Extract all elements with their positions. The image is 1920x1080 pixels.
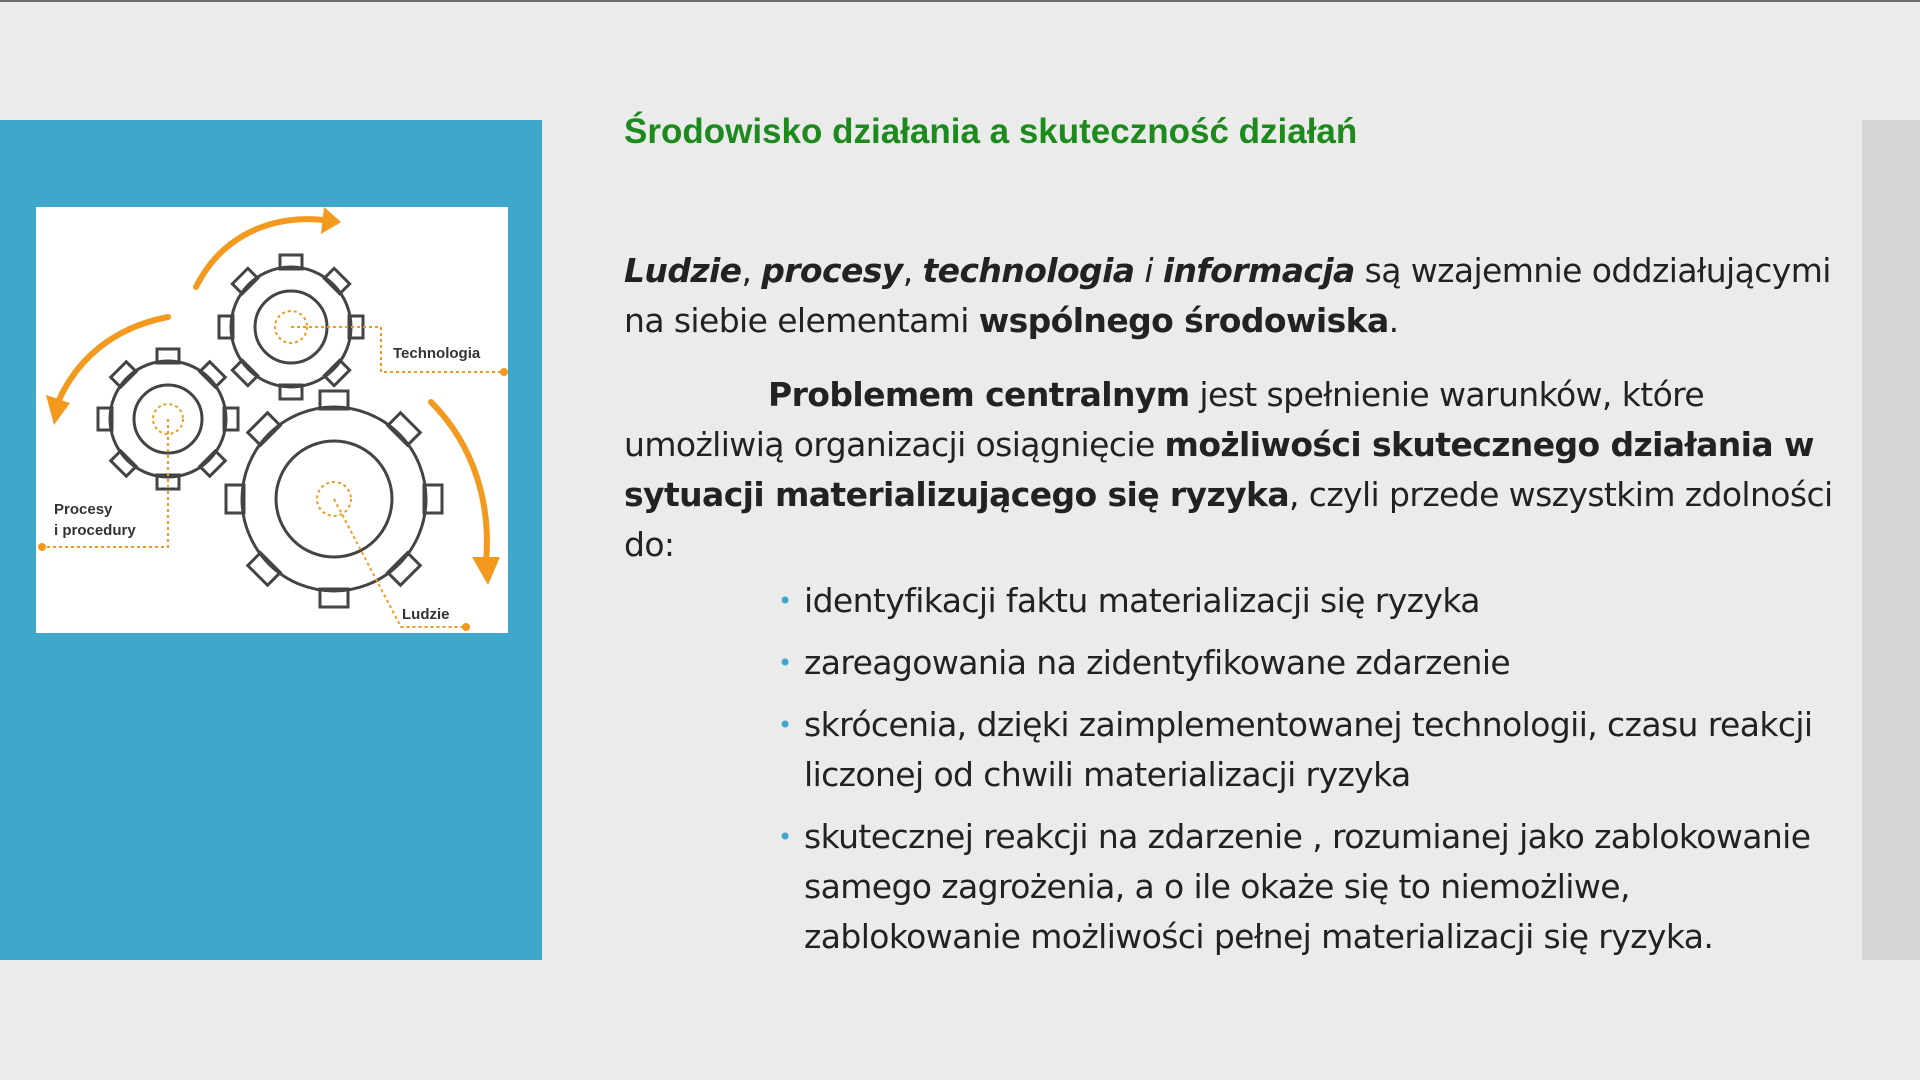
bullet-icon: • xyxy=(778,587,792,615)
text-para2-body: jest spełnienie warunków, które umożliwią organizacji osiągnięcie xyxy=(624,375,1705,464)
text-i: i xyxy=(1134,251,1163,290)
slide-content xyxy=(624,246,1844,974)
arrow-top xyxy=(196,219,336,287)
text-procesy: procesy xyxy=(761,251,903,290)
list-item xyxy=(778,638,1844,688)
bullet-icon: • xyxy=(778,823,792,851)
list-item-text: identyfikacji faktu materializacji się ryzyka xyxy=(804,581,1480,620)
text-ludzie: Ludzie xyxy=(624,251,742,290)
gears-illustration xyxy=(36,207,508,633)
list-item xyxy=(778,700,1844,800)
text-technologia: technologia xyxy=(922,251,1135,290)
text-period: . xyxy=(1388,301,1399,340)
label-ludzie: Ludzie xyxy=(402,606,450,623)
text-para1-body: są wzajemnie oddziałującymi na siebie elementami xyxy=(624,251,1831,340)
label-procesy-line1: Procesy xyxy=(54,501,113,518)
arrowhead-left xyxy=(46,395,70,425)
text-problem-centralny: Problemem centralnym xyxy=(768,375,1190,414)
text-comma: , xyxy=(741,251,762,290)
list-item xyxy=(778,576,1844,626)
label-technologia: Technologia xyxy=(393,345,481,362)
paragraph-2 xyxy=(624,370,1844,570)
text-wspolne-srodowisko: wspólnego środowiska xyxy=(978,301,1389,340)
arrow-right xyxy=(431,402,487,562)
text-comma: , xyxy=(902,251,923,290)
paragraph-1 xyxy=(624,246,1844,346)
text-mozliwosci: możliwości skutecznego działania w sytuacji materializującego się ryzyka xyxy=(624,425,1814,514)
bullet-icon: • xyxy=(778,649,792,677)
list-item-text: skutecznej reakcji na zdarzenie , rozumianej jako zablokowanie samego zagrożenia, a o ile okaże się to niemożliwe, zablokowanie możliwości pełnej materializacji się ryzyka. xyxy=(804,817,1811,956)
arrowhead-right xyxy=(472,557,500,585)
text-para2-end: , czyli przede wszystkim zdolności do: xyxy=(624,475,1833,564)
list-item-text: zareagowania na zidentyfikowane zdarzenie xyxy=(804,643,1511,682)
list-item xyxy=(778,812,1844,962)
list-item-text: skrócenia, dzięki zaimplementowanej technologii, czasu reakcji liczonej od chwili materializacji ryzyka xyxy=(804,705,1813,794)
top-divider xyxy=(0,0,1920,2)
bullet-list xyxy=(624,576,1844,962)
gears-diagram xyxy=(36,207,508,633)
arrowhead-top xyxy=(321,207,341,234)
bullet-icon: • xyxy=(778,711,792,739)
label-procesy-line2: i procedury xyxy=(54,522,136,539)
slide-title: Środowisko działania a skuteczność działań xyxy=(624,112,1358,151)
right-side-bar xyxy=(1862,120,1920,960)
text-informacja: informacja xyxy=(1162,251,1355,290)
